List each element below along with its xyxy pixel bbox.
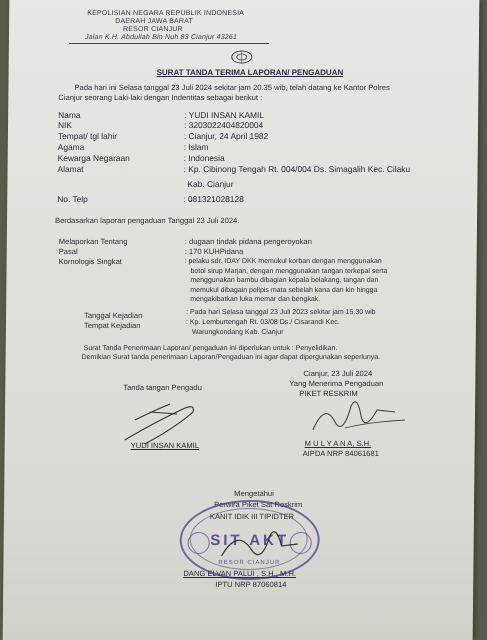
identity-label: Agama [57, 142, 85, 152]
kronologis-line: memukul dibagain pelipis mata sebelah kana dan kin hingga [190, 286, 378, 294]
receiver-signature [305, 392, 426, 444]
pasal-label: Pasal [58, 247, 78, 256]
receiver-name: M U L Y A N A, S.H. [304, 439, 372, 448]
intro-line-2: Cianjur seorang Laki-laki dengan Indentitas sebagai berikut : [58, 93, 263, 102]
tanggal-kejadian-label: Tanggal Kejadian [84, 311, 143, 320]
kronologis-line: : pelaku sdr. IDAY DKK memukul korban dengan menggunakan [184, 258, 382, 265]
tempat-kejadian-value-1: : Kp. Lemburtengah Rt. 03/08 Ds./ Cisarandi Kec. [185, 319, 340, 326]
approver-signature [211, 520, 302, 570]
header-address: Jalan K.H. Abdullah Bin Nuh 83 Cianjur 43261 [84, 34, 238, 41]
receiver-rank: AIPDA NRP 84061681 [302, 449, 379, 458]
identity-value: : 3203022404820004 [183, 120, 264, 130]
intro-line-1: Pada hari ini Selasa tanggal 23 Juli 2024 sekitar jam 20.35 wib, telah datang ke Kantor Polres [74, 83, 390, 92]
kronologis-label: Kornologis Singkat [58, 257, 122, 266]
approval-line-2: Perwira Piket Sat Reskrim [214, 500, 303, 509]
identity-value: : Cianjur, 24 April 1982 [183, 131, 269, 141]
identity-value: : 081321028128 [183, 194, 244, 204]
identity-label: NIK [57, 120, 73, 130]
left-signature-title: Tanda tangan Pengadu [123, 383, 202, 392]
header-underline [69, 43, 269, 44]
tempat-kejadian-label: Tempat Kejadian [83, 321, 141, 330]
kronologis-line: menggunakan bambu dibagian kepala belakang, tangan dan [190, 277, 379, 285]
kronologis-line: botol sirup Marjan, dengan menggunakan tangan terkepal serta [190, 267, 388, 275]
identity-value: : Indonesia [183, 153, 225, 163]
header-institution: KEPOLISIAN NEGARA REPUBLIK INDONESIA [87, 10, 245, 17]
kronologis-text [184, 257, 387, 305]
identity-value: : YUDI INSAN KAMIL [184, 110, 265, 120]
identity-label: Nama [58, 110, 81, 120]
melaporkan-value: : dugaan tindak pidana pengeroyokan [184, 237, 312, 246]
document-title: SURAT TANDA TERIMA LAPORAN/ PENGADUAN [156, 68, 344, 77]
identity-value: : Islam [183, 142, 209, 152]
approval-line-1: Mengetahui [234, 489, 274, 498]
approver-rank: IPTU NRP 87060814 [215, 580, 287, 589]
right-signature-title-1: Yang Menerima Pengaduan [289, 379, 384, 388]
identity-label: Kewarga Negaraan [57, 153, 130, 163]
identity-value: Kab. Cianjur [187, 179, 234, 189]
identity-label: No. Telp [57, 194, 88, 204]
stamp-bottom-text: RESOR CIANJUR [218, 560, 281, 566]
identity-label: Alamat [57, 164, 84, 174]
approval-line-3: KANIT IDIK III TIPIDTER [209, 512, 295, 521]
closing-line-2: Demikian Surat tanda penerimaan Laporan/Pengaduan ini agar dapat dipergunakan seperlunya. [81, 354, 381, 361]
identity-value: : Kp. Cibinong Tengah Rt. 004/004 Ds. Simagalih Kec. Cilaku [183, 164, 411, 174]
tanggal-kejadian-value: : Pada hari Selasa tanggal 23 Juli 2023 sekitar jam 15.30 wib [186, 309, 376, 316]
tempat-kejadian-value-2: Warungkondang Kab. Cianjur [191, 329, 284, 336]
header-resort: RESOR CIANJUR [123, 26, 183, 33]
right-signature-title-2: PIKET RESKRIM [299, 389, 358, 398]
police-emblem-icon [231, 50, 253, 64]
place-date: Cianjur, 23 Juli 2024 [303, 369, 373, 378]
approver-name: DANG ELVAN PALUI , S.H., M.H. [183, 569, 297, 578]
stamp-text: SIT AKT [210, 532, 290, 549]
document-page [3, 0, 480, 640]
pasal-value: : 170 KUHPidana [184, 247, 244, 256]
report-basis: Berdasarkan laporan pengaduan Tanggal 23 Juli 2024. [54, 216, 240, 225]
kronologis-line: mengakibatkan luka memar dan bengkak. [190, 296, 321, 304]
closing-line-1: Surat Tanda Penerimaan Laporan/ pengaduan ini diperlukan untuk : Penyelidikan. [83, 345, 338, 352]
identity-label: Tempat/ tgl lahir [57, 131, 118, 141]
header-region: DAERAH JAWA BARAT [115, 18, 193, 25]
melaporkan-label: Melaporkan Tentang [58, 237, 128, 246]
complainant-name: YUDI INSAN KAMIL [130, 441, 200, 450]
